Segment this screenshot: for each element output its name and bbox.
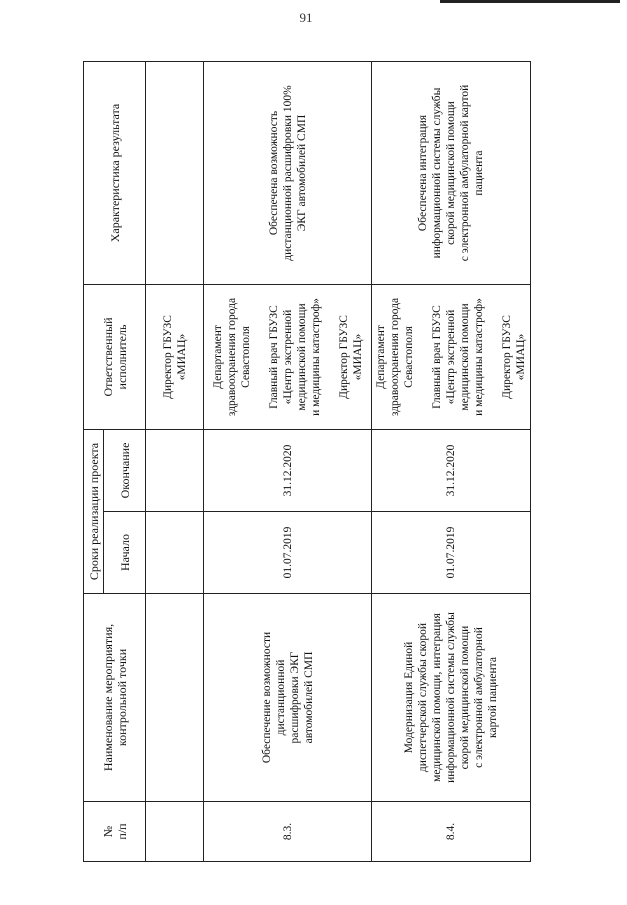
page-number: 91 [299,10,313,25]
header-end: Окончание [104,430,146,512]
header-row [84,62,104,862]
header-result: Характеристика результата [84,62,146,285]
cell-name: Обеспечение возможности дистанционной расшифровки ЭКГ автомобилей СМП [204,594,372,802]
header-no: № п/п [84,802,146,862]
header-name: Наименование мероприятия, контрольной точки [84,594,146,802]
cell-end: 31.12.2020 [204,430,372,512]
cell-end [146,430,204,512]
cell-result: Обеспечена интеграция информационной системы службы скорой медицинской помощи с электронной амбулаторной картой пациента [372,62,531,285]
cell-name: Модернизация Единой диспетчерской службы скорой медицинской помощи, интеграция информационной системы службы скорой медицинской помощи с электронной амбулаторной картой пациента [372,594,531,802]
table-row [146,62,204,862]
cell-name [146,594,204,802]
cell-start: 01.07.2019 [204,512,372,594]
cell-responsible: Департамент здравоохранения города Севастополя Главный врач ГБУЗС «Центр экстренной медицинской помощи и медицины катастроф» Директор ГБУЗС «МИАЦ» [204,285,372,430]
cell-result [146,62,204,285]
rotated-table-wrapper [83,62,527,862]
table-row [204,62,372,862]
cell-no [146,802,204,862]
cell-responsible: Департамент здравоохранения города Севастополя Главный врач ГБУЗС «Центр экстренной медицинской помощи и медицины катастроф» Директор ГБУЗС «МИАЦ» [372,285,531,430]
header-responsible: Ответственный исполнитель [84,285,146,430]
table-row [372,62,531,862]
cell-no: 8.3. [204,802,372,862]
header-start: Начало [104,512,146,594]
cell-responsible: Директор ГБУЗС «МИАЦ» [146,285,204,430]
header-terms: Сроки реализации проекта [84,430,104,594]
project-table [83,61,531,862]
cell-start: 01.07.2019 [372,512,531,594]
cell-no: 8.4. [372,802,531,862]
cell-end: 31.12.2020 [372,430,531,512]
scan-edge-mark [440,0,620,3]
cell-start [146,512,204,594]
cell-result: Обеспечена возможность дистанционной расшифровки 100% ЭКГ автомобилей СМП [204,62,372,285]
